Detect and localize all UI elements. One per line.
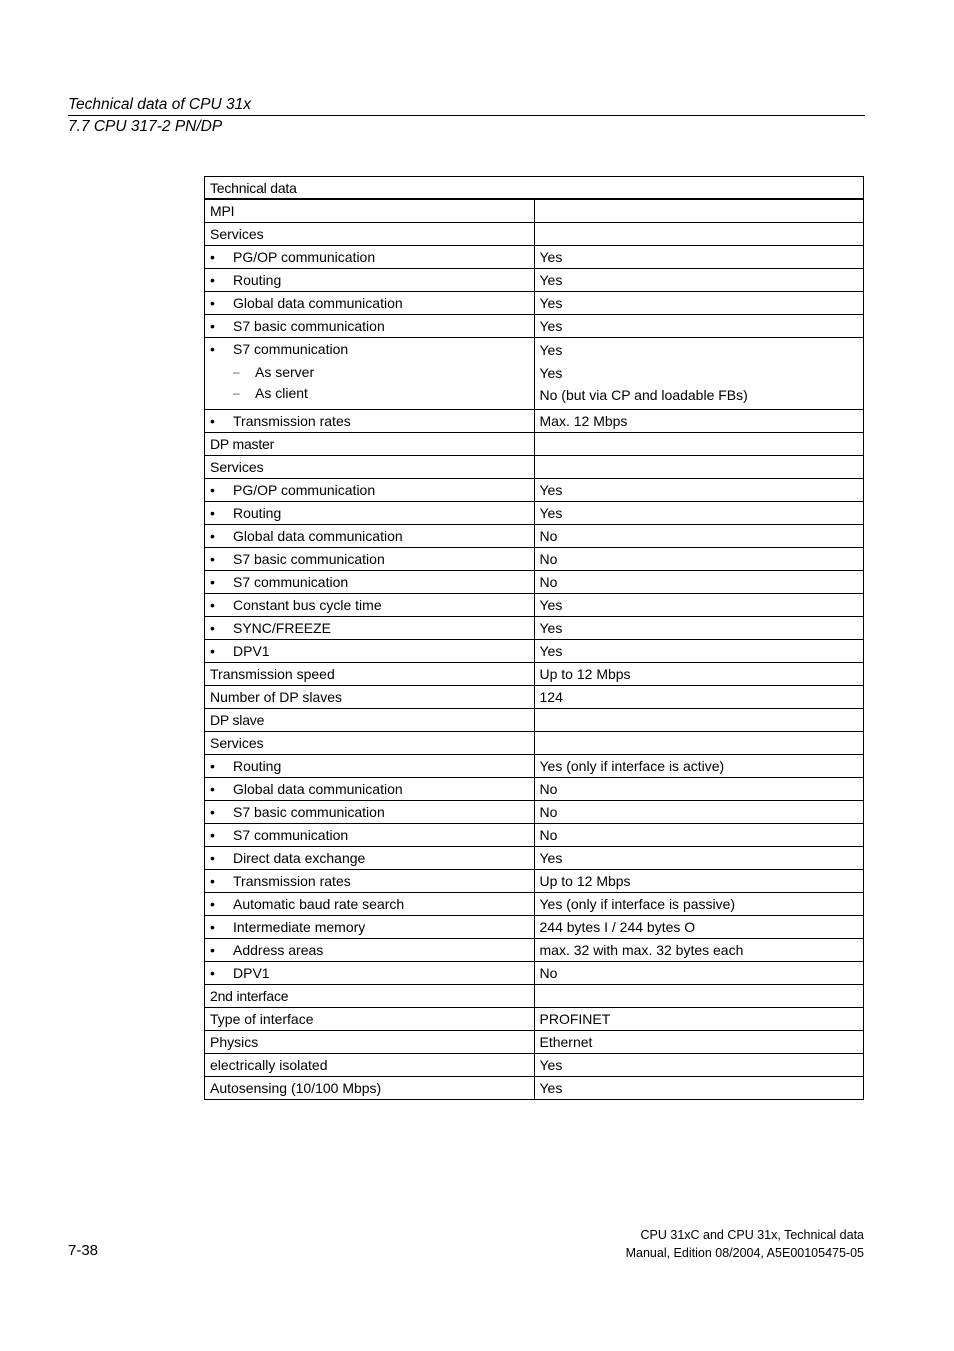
table-row xyxy=(205,1031,864,1054)
table-row xyxy=(205,870,864,893)
table-row xyxy=(205,916,864,939)
row-value: No xyxy=(534,962,864,985)
row-label-cell xyxy=(205,778,535,801)
table-row xyxy=(205,269,864,292)
bullet-item-label: • Routing xyxy=(210,272,529,288)
table-row xyxy=(205,456,864,479)
table-row xyxy=(205,663,864,686)
row-label-cell xyxy=(205,801,535,824)
table-row xyxy=(205,223,864,246)
bullet-item-label: • PG/OP communication xyxy=(210,482,529,498)
row-label-cell xyxy=(205,292,535,315)
row-label: Transmission speed xyxy=(205,663,535,686)
technical-data-table xyxy=(204,176,864,1100)
row-value: Yes xyxy=(534,617,864,640)
table-row xyxy=(205,755,864,778)
bullet-item-label: • Constant bus cycle time xyxy=(210,597,529,613)
bullet-item-label: • Global data communication xyxy=(210,295,529,311)
footer xyxy=(626,1226,864,1262)
section-value xyxy=(534,709,864,732)
section-row xyxy=(205,433,864,456)
dash-item-value: No (but via CP and loadable FBs) xyxy=(539,387,748,403)
row-value: Yes xyxy=(534,479,864,502)
row-value: Up to 12 Mbps xyxy=(534,663,864,686)
row-value: Ethernet xyxy=(534,1031,864,1054)
section-label: DP slave xyxy=(205,709,535,732)
bullet-item-label: • Transmission rates xyxy=(210,413,529,429)
table-row xyxy=(205,1054,864,1077)
footer-manual-title: CPU 31xC and CPU 31x, Technical data xyxy=(640,1228,864,1242)
row-value-cell xyxy=(534,338,864,410)
row-label-cell xyxy=(205,824,535,847)
row-label-cell xyxy=(205,847,535,870)
section-title: 7.7 CPU 317-2 PN/DP xyxy=(68,118,223,135)
table-header-row xyxy=(205,177,864,200)
row-value: No xyxy=(534,571,864,594)
row-value: Yes xyxy=(534,640,864,663)
table-row xyxy=(205,1077,864,1100)
row-label-cell xyxy=(205,755,535,778)
row-value: Yes xyxy=(534,1077,864,1100)
row-label-cell xyxy=(205,962,535,985)
bullet-item-label: • DPV1 xyxy=(210,643,529,659)
bullet-item-label: • Global data communication xyxy=(210,781,529,797)
row-value: No xyxy=(534,801,864,824)
row-value: Yes xyxy=(534,1054,864,1077)
section-value xyxy=(534,985,864,1008)
bullet-item-label: • S7 communication xyxy=(210,574,529,590)
row-value: Yes (only if interface is active) xyxy=(534,755,864,778)
row-label-cell xyxy=(205,269,535,292)
row-value: Yes xyxy=(534,292,864,315)
bullet-item-label: • Global data communication xyxy=(210,528,529,544)
row-value xyxy=(534,732,864,755)
table-row xyxy=(205,502,864,525)
row-value: Yes (only if interface is passive) xyxy=(534,893,864,916)
row-label-cell xyxy=(205,916,535,939)
row-value: Yes xyxy=(539,342,563,358)
row-label-cell xyxy=(205,939,535,962)
row-value: No xyxy=(534,778,864,801)
table-row xyxy=(205,1008,864,1031)
row-value: Yes xyxy=(534,502,864,525)
table-row xyxy=(205,479,864,502)
table-row xyxy=(205,525,864,548)
row-value: Max. 12 Mbps xyxy=(534,410,864,433)
row-value: No xyxy=(534,548,864,571)
table-row xyxy=(205,548,864,571)
row-value: PROFINET xyxy=(534,1008,864,1031)
table-row xyxy=(205,847,864,870)
table-row xyxy=(205,292,864,315)
section-value xyxy=(534,199,864,223)
row-value: Yes xyxy=(534,269,864,292)
row-label: Autosensing (10/100 Mbps) xyxy=(205,1077,535,1100)
bullet-item-label: • S7 communication xyxy=(210,341,529,362)
row-label-cell xyxy=(205,525,535,548)
row-label-cell xyxy=(205,479,535,502)
row-label-cell xyxy=(205,338,535,410)
row-value: 244 bytes I / 244 bytes O xyxy=(534,916,864,939)
footer-edition: Manual, Edition 08/2004, A5E00105475-05 xyxy=(625,1246,864,1260)
dash-item-label: – As server xyxy=(210,362,529,383)
bullet-item-label: • Direct data exchange xyxy=(210,850,529,866)
section-row xyxy=(205,199,864,223)
row-label-cell xyxy=(205,594,535,617)
table-row xyxy=(205,939,864,962)
row-value xyxy=(534,456,864,479)
bullet-item-label: • S7 basic communication xyxy=(210,551,529,567)
bullet-item-label: • S7 basic communication xyxy=(210,318,529,334)
row-value: Yes xyxy=(534,847,864,870)
bullet-item-label: • S7 basic communication xyxy=(210,804,529,820)
section-value xyxy=(534,433,864,456)
running-header xyxy=(68,94,865,137)
table-row-multiline xyxy=(205,338,864,410)
table-row xyxy=(205,778,864,801)
dash-item-value: Yes xyxy=(539,365,563,381)
bullet-item-label: • Routing xyxy=(210,758,529,774)
row-label-cell xyxy=(205,410,535,433)
row-label-cell xyxy=(205,571,535,594)
dash-item-label: – As client xyxy=(210,383,529,404)
row-label-cell xyxy=(205,870,535,893)
row-value: Yes xyxy=(534,246,864,269)
bullet-item-label: • Address areas xyxy=(210,942,529,958)
row-value xyxy=(534,223,864,246)
row-label: Services xyxy=(205,456,535,479)
row-value: No xyxy=(534,824,864,847)
row-value: max. 32 with max. 32 bytes each xyxy=(534,939,864,962)
section-row xyxy=(205,709,864,732)
row-label-cell xyxy=(205,548,535,571)
table-row xyxy=(205,732,864,755)
section-row xyxy=(205,985,864,1008)
table-row xyxy=(205,410,864,433)
row-label: electrically isolated xyxy=(205,1054,535,1077)
row-label: Type of interface xyxy=(205,1008,535,1031)
row-label: Services xyxy=(205,223,535,246)
row-label-cell xyxy=(205,640,535,663)
table-row xyxy=(205,315,864,338)
table-title: Technical data xyxy=(205,177,864,200)
bullet-item-label: • SYNC/FREEZE xyxy=(210,620,529,636)
row-label-cell xyxy=(205,315,535,338)
table-row xyxy=(205,640,864,663)
table-row xyxy=(205,893,864,916)
bullet-item-label: • S7 communication xyxy=(210,827,529,843)
table-row xyxy=(205,824,864,847)
row-label-cell xyxy=(205,893,535,916)
table-row xyxy=(205,594,864,617)
row-label: Number of DP slaves xyxy=(205,686,535,709)
row-label-cell xyxy=(205,617,535,640)
row-value: Yes xyxy=(534,594,864,617)
row-value: 124 xyxy=(534,686,864,709)
row-value: No xyxy=(534,525,864,548)
row-label-cell xyxy=(205,502,535,525)
bullet-item-label: • Transmission rates xyxy=(210,873,529,889)
row-label: Services xyxy=(205,732,535,755)
section-label: 2nd interface xyxy=(205,985,535,1008)
bullet-item-label: • PG/OP communication xyxy=(210,249,529,265)
bullet-item-label: • DPV1 xyxy=(210,965,529,981)
table-row xyxy=(205,962,864,985)
table-row xyxy=(205,686,864,709)
row-label: Physics xyxy=(205,1031,535,1054)
row-value: Yes xyxy=(534,315,864,338)
bullet-item-label: • Automatic baud rate search xyxy=(210,896,529,912)
section-label: DP master xyxy=(205,433,535,456)
table-row xyxy=(205,571,864,594)
table-row xyxy=(205,246,864,269)
bullet-item-label: • Intermediate memory xyxy=(210,919,529,935)
table-row xyxy=(205,617,864,640)
chapter-title: Technical data of CPU 31x xyxy=(68,96,251,113)
table-row xyxy=(205,801,864,824)
section-label: MPI xyxy=(205,199,535,223)
page-number: 7-38 xyxy=(68,1242,99,1259)
bullet-item-label: • Routing xyxy=(210,505,529,521)
row-value: Up to 12 Mbps xyxy=(534,870,864,893)
row-label-cell xyxy=(205,246,535,269)
